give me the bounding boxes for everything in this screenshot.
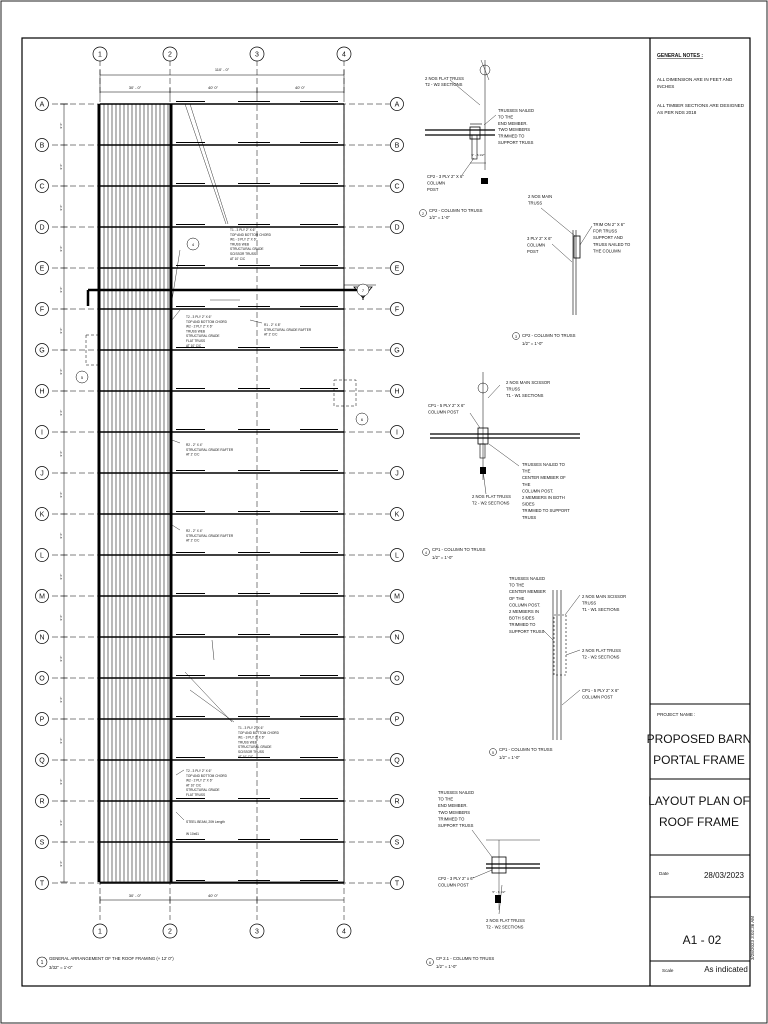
d6-flat-note	[486, 918, 525, 930]
callout-t2-top-line: STRUCTURAL GRADE	[186, 334, 220, 339]
callout-t1-top	[230, 228, 272, 261]
section-tag-c: 6	[360, 417, 364, 422]
d4-scissor-line: 2 NOS MAIN SCISSOR	[506, 380, 551, 385]
column-grid-label: 3	[255, 51, 259, 59]
row-grid-label: S	[39, 839, 45, 847]
callout-t1-top-line: TRUSS WEB	[230, 242, 249, 247]
d2-title: CP2 - COLUMN TO TRUSS	[429, 208, 483, 213]
callout-t1-top-line: SCISSOR TRUSS	[230, 252, 256, 256]
d5-nailed-line: OF THE	[509, 595, 525, 601]
general-note-1a: ALL DIMENSION ARE IN FEET AND	[657, 77, 733, 82]
d2-truss-line: 2 NOS FLAT TRUSS	[425, 76, 464, 81]
detail-cp21	[427, 790, 541, 969]
callout-t1-top-line: T1 - 3 PLY 2" X 6"	[230, 228, 256, 232]
row-grid-label: I	[41, 429, 43, 437]
detail-cp2-top	[420, 60, 535, 220]
d3-title: CP2 - COLUMN TO TRUSS	[522, 333, 576, 338]
d5-title: CP1 - COLUMN TO TRUSS	[499, 747, 553, 752]
row-grid-label: G	[394, 347, 400, 355]
callout-r2a-line: R2 - 2" X 4"	[186, 443, 203, 447]
column-grid-label: 3	[255, 928, 259, 936]
column-grid-label: 4	[342, 51, 346, 59]
d5-column-line: CP1 - 5 PLY 2" X 6"	[582, 688, 619, 693]
d3-main-line: 2 NOS MAIN	[528, 194, 553, 199]
row-spacing-label: 9' 0"	[59, 122, 63, 129]
row-grid-label: T	[39, 880, 45, 888]
row-spacing-label: 9' 0"	[59, 614, 63, 621]
d5-flat-line: 2 NOS FLAT TRUSS	[582, 648, 621, 653]
drawing-title-line-1: LAYOUT PLAN OF	[648, 794, 750, 808]
general-notes-title: GENERAL NOTES :	[657, 53, 704, 59]
detail-cp1-plan	[423, 372, 581, 560]
d6-nailed-line: END MEMBER.	[438, 803, 468, 809]
callout-t2-bot-line: TOP AND BOTTOM CHORD	[186, 773, 227, 778]
callout-t2-bot-line: STRUCTURAL GRADE	[186, 788, 220, 793]
d3-column-note	[527, 236, 552, 254]
callout-t2-bot	[186, 769, 228, 797]
d2-column-line: POST	[427, 186, 439, 192]
general-note-2b: AS PER NDS 2018	[657, 110, 697, 115]
d6-column-note	[438, 876, 475, 888]
d5-nailed-line: COLUMN POST.	[509, 602, 541, 608]
d4-title: CP1 - COLUMN TO TRUSS	[432, 547, 486, 552]
drawing-frame	[22, 38, 750, 986]
grid-bubbles	[36, 47, 404, 938]
row-spacing-label: 9' 0"	[59, 737, 63, 744]
d5-column-note	[582, 688, 619, 700]
callout-t2-top-line: TRUSS WEB	[186, 329, 205, 334]
d4-nailed-line: TRUSS	[522, 514, 537, 520]
callout-t1-bot	[238, 726, 280, 759]
column-grid-label: 2	[168, 928, 172, 936]
d3-trim-line: FOR TRUSS	[593, 228, 618, 234]
callout-t2-bot-line: FLAT TRUSS	[186, 793, 206, 797]
column-grid-label: 2	[168, 51, 172, 59]
row-grid-label: B	[394, 142, 400, 150]
sheet-number: A1 - 02	[682, 933, 722, 947]
callout-t2-bot-line: AT 10' C/C	[186, 783, 202, 788]
roof-framing-plan	[36, 47, 404, 970]
row-spacing-label: 9' 0"	[59, 532, 63, 539]
row-grid-label: H	[394, 388, 400, 396]
row-grid-label: F	[39, 306, 45, 314]
callout-w-size: W 10x61	[186, 832, 200, 836]
d4-scissor-note	[506, 380, 550, 398]
d2-scale: 1/2" = 1'-0"	[429, 215, 450, 220]
column-grid-label: 1	[98, 51, 102, 59]
project-name-line-1: PROPOSED BARN	[646, 732, 752, 746]
d3-main-line: TRUSS	[528, 200, 543, 206]
callout-t1-bot-line: T1 - 3 PLY 2" X 6"	[238, 726, 264, 730]
d3-trim-line: SUPPORT AND	[593, 235, 623, 241]
d2-nailed-note	[498, 108, 534, 145]
row-spacing-label: 9' 0"	[59, 696, 63, 703]
row-grid-label: D	[394, 224, 400, 232]
callout-r2a	[186, 443, 234, 457]
d2-nailed-line: END MEMBER.	[498, 120, 528, 126]
d3-trim-note	[593, 222, 631, 253]
d4-scissor-line: T1 - W1 SECTIONS	[506, 393, 544, 399]
callout-t1-bot-line: SCISSOR TRUSS	[238, 750, 264, 754]
plan-title: GENERAL ARRANGEMENT OF THE ROOF FRAMING (+ 12' 0")	[49, 956, 174, 961]
row-spacing-label: 9' 0"	[59, 778, 63, 785]
row-spacing-label: 9' 0"	[59, 409, 63, 416]
d2-nailed-line: TRIMMED TO	[498, 133, 525, 139]
d2-nailed-line: TO THE	[498, 114, 514, 120]
row-grid-label: G	[39, 347, 45, 355]
section-tag-d: 7	[361, 288, 365, 293]
title-block	[647, 38, 755, 986]
callout-r1-line: STRUCTURAL GRADE RAFTER	[264, 327, 312, 332]
d6-nailed-note	[438, 790, 474, 828]
section-tag-b: 5	[80, 375, 84, 380]
row-grid-label: P	[394, 716, 400, 724]
d6-flat-line: T2 - W2 SECTIONS	[486, 924, 524, 930]
row-grid-label: L	[40, 552, 44, 560]
row-grid-label: I	[396, 429, 398, 437]
d5-scissor-note	[582, 594, 626, 612]
project-name-label: PROJECT NAME :	[657, 712, 696, 717]
row-grid-label: J	[395, 470, 399, 478]
d4-nailed-line: 2 MEMBERS IN BOTH	[522, 495, 565, 500]
callout-r2b-line: R2 - 2" X 4"	[186, 529, 203, 533]
row-grid-label: S	[394, 839, 400, 847]
row-grid-label: N	[394, 634, 400, 642]
d5-nailed-line: BOTH SIDES	[509, 615, 535, 621]
date-value: 28/03/2023	[703, 871, 745, 880]
d3-main-truss-note	[528, 194, 552, 205]
leader-lines	[172, 104, 262, 820]
d6-dimension: 5" - 6 1/2"	[492, 890, 506, 894]
d2-number: 2	[422, 212, 424, 216]
bay-dimension-1: 30' - 0"	[128, 85, 142, 90]
row-spacing-label: 9' 0"	[59, 491, 63, 498]
d4-nailed-line: TRIMMED TO SUPPORT	[522, 508, 570, 514]
row-grid-label: O	[39, 675, 45, 683]
bottom-dimension-1: 30' - 0"	[128, 893, 142, 898]
d4-nailed-line: COLUMN POST.	[522, 488, 554, 494]
row-spacing-label: 9' 0"	[59, 245, 63, 252]
side-date-stamp: 3/28/2023 3:02:36 AM	[750, 915, 755, 960]
callout-t1-top-line: AT 10' C/C	[230, 256, 246, 261]
d4-nailed-line: THE	[522, 481, 531, 487]
d5-scale: 1/2" = 1'-0"	[499, 755, 520, 760]
callout-r2a-line: STRUCTURAL GRADE RAFTER	[186, 447, 234, 452]
row-grid-label: M	[39, 593, 45, 601]
row-grid-label: Q	[394, 757, 400, 765]
row-grid-label: A	[39, 101, 45, 109]
d2-column-line: CP2 - 3 PLY 2" X 6"	[427, 174, 464, 179]
scale-value: As indicated	[704, 965, 748, 974]
callout-t1-bot-line: STRUCTURAL GRADE	[238, 745, 272, 750]
d3-number: 3	[515, 335, 517, 339]
d5-nailed-line: TRIMMED TO	[509, 622, 536, 628]
callout-t2-top-line: AT 10' C/C	[186, 343, 202, 348]
row-spacing-label: 9' 0"	[59, 573, 63, 580]
date-label: Date	[659, 871, 669, 876]
d5-nailed-line: TO THE	[509, 582, 525, 588]
row-grid-label: N	[39, 634, 45, 642]
plan-grid-lines	[52, 60, 390, 920]
d5-nailed-note	[509, 576, 546, 634]
callout-t2-bot-line: T2 - 3 PLY 2" X 6"	[186, 769, 212, 773]
detail-cp1-elevation	[490, 576, 627, 760]
d2-nailed-line: TRUSSES NAILED	[498, 108, 535, 113]
callout-t1-top-line: TOP AND BOTTOM CHORD	[230, 232, 271, 237]
scale-label: Scale	[662, 968, 674, 973]
section-tag-a: 4	[191, 242, 195, 247]
row-grid-label: K	[394, 511, 400, 519]
d2-column-line: COLUMN	[427, 180, 446, 186]
callout-t1-top-line: W1 - 3 PLY 2" X 6"	[230, 237, 257, 242]
d5-nailed-line: TRUSSES NAILED	[509, 576, 546, 581]
d4-flat-line: 2 NOS FLAT TRUSS	[472, 494, 511, 499]
row-grid-label: C	[394, 183, 400, 191]
overall-dimension: 110' - 0"	[214, 67, 230, 72]
callout-t2-top-line: W2 - 2 PLY 2" X 6"	[186, 324, 213, 329]
row-grid-label: D	[39, 224, 45, 232]
callout-r1-line: AT 2' C/C	[264, 332, 278, 337]
d3-trim-line: THE COLUMN	[593, 248, 621, 254]
general-note-1b: INCHES	[657, 84, 675, 89]
row-grid-label: E	[39, 265, 45, 273]
d5-scissor-line: T1 - W1 SECTIONS	[582, 607, 620, 613]
callout-t1-bot-line: TOP AND BOTTOM CHORD	[238, 730, 279, 735]
d2-column-note	[427, 174, 464, 192]
column-grid-label: 1	[98, 928, 102, 936]
d2-nailed-line: TWO MEMBERS	[498, 127, 531, 133]
callout-t1-bot-line: TRUSS WEB	[238, 740, 257, 745]
row-grid-label: E	[394, 265, 400, 273]
row-grid-label: B	[39, 142, 45, 150]
callout-steel-beam: STEEL BEAM, 20ft Length	[186, 820, 225, 824]
rafters	[104, 102, 338, 883]
row-grid-label: M	[394, 593, 400, 601]
d4-nailed-note	[522, 462, 570, 520]
framing-members	[86, 104, 376, 882]
d2-truss-label	[425, 76, 464, 87]
d4-column-line: CP1 - 5 PLY 2" X 6"	[428, 403, 465, 408]
row-grid-label: K	[39, 511, 45, 519]
row-spacing-label: 9' 0"	[59, 655, 63, 662]
d6-column-line: COLUMN POST	[438, 882, 469, 888]
callout-r1	[264, 323, 312, 337]
callout-r2b-line: STRUCTURAL GRADE RAFTER	[186, 533, 234, 538]
d5-column-line: COLUMN POST	[582, 694, 613, 700]
d4-nailed-line: THE	[522, 468, 531, 474]
bottom-dimension-2: 40' 0"	[208, 893, 218, 898]
d2-nailed-line: SUPPORT TRUSS	[498, 140, 534, 145]
row-spacing-label: 9' 0"	[59, 163, 63, 170]
d6-nailed-line: TRIMMED TO	[438, 816, 465, 822]
d6-title: CP 2.1 - COLUMN TO TRUSS	[436, 956, 495, 961]
d5-flat-line: T2 - W2 SECTIONS	[582, 654, 620, 660]
d4-nailed-line: TRUSSES NAILED TO	[522, 462, 565, 467]
d6-flat-line: 2 NOS FLAT TRUSS	[486, 918, 525, 923]
d5-number: 5	[492, 751, 494, 755]
d5-nailed-line: SUPPORT TRUSS	[509, 628, 545, 634]
d6-nailed-line: TWO MEMBERS	[438, 809, 471, 815]
row-grid-label: Q	[39, 757, 45, 765]
d5-scissor-line: TRUSS	[582, 600, 597, 606]
row-grid-label: P	[39, 716, 45, 724]
d3-scale: 1/2" = 1'-0"	[522, 341, 543, 346]
row-spacing-label: 9' 0"	[59, 327, 63, 334]
d6-nailed-line: SUPPORT TRUSS	[438, 823, 474, 828]
callout-t1-bot-line: W1 - 3 PLY 2" X 6"	[238, 735, 265, 740]
callout-t1-top-line: STRUCTURAL GRADE	[230, 247, 264, 252]
d6-nailed-line: TRUSSES NAILED	[438, 790, 475, 795]
row-spacing-label: 9' 0"	[59, 819, 63, 826]
callout-r2b-line: AT 2' C/C	[186, 538, 200, 543]
callout-t2-top-line: TOP AND BOTTOM CHORD	[186, 319, 227, 324]
row-spacing-dimensions	[59, 104, 68, 867]
callout-t2-top	[186, 315, 228, 348]
callout-t1-bot-line: AT 10' C/C	[238, 754, 254, 759]
d5-nailed-line: CENTER MEMBER	[509, 589, 546, 595]
d4-number: 4	[425, 551, 427, 555]
row-grid-label: T	[394, 880, 400, 888]
row-spacing-label: 9' 0"	[59, 860, 63, 867]
d4-scale: 1/2" = 1'-0"	[432, 555, 453, 560]
row-grid-label: R	[394, 798, 400, 806]
d6-number: 6	[429, 961, 431, 965]
plan-title-number: 1	[40, 960, 44, 966]
row-grid-label: C	[39, 183, 45, 191]
drawing-title-line-2: ROOF FRAME	[659, 815, 739, 829]
row-grid-label: O	[394, 675, 400, 683]
row-grid-label: H	[39, 388, 45, 396]
bay-dimension-2: 40' 0"	[208, 85, 218, 90]
row-grid-label: R	[39, 798, 45, 806]
detail-cp2-elevation	[513, 194, 632, 346]
d3-column-line: 3 PLY 2" X 6"	[527, 236, 552, 241]
callout-t2-bot-line: W2 - 2 PLY 2" X 6"	[186, 778, 213, 783]
general-note-2a: ALL TIMBER SECTIONS ARE DESIGNED	[657, 103, 745, 108]
column-grid-label: 4	[342, 928, 346, 936]
d4-nailed-line: CENTER MEMBER OF	[522, 475, 566, 481]
callout-r2a-line: AT 2' C/C	[186, 452, 200, 457]
d5-flat-note	[582, 648, 621, 660]
d6-scale: 1/2" = 1'-0"	[436, 964, 457, 969]
row-spacing-label: 9' 0"	[59, 450, 63, 457]
d4-column-line: COLUMN POST	[428, 409, 459, 415]
callout-t2-top-line: T2 - 3 PLY 2" X 6"	[186, 315, 212, 319]
row-spacing-label: 9' 0"	[59, 286, 63, 293]
row-grid-label: F	[394, 306, 400, 314]
d4-scissor-line: TRUSS	[506, 386, 521, 392]
d3-trim-line: TRUSS NAILED TO	[593, 241, 631, 247]
plan-scale: 3/32" = 1'-0"	[49, 965, 73, 970]
callout-t2-top-line: FLAT TRUSS	[186, 339, 206, 343]
row-grid-label: L	[395, 552, 399, 560]
row-grid-label: J	[40, 470, 44, 478]
d6-column-line: CP2 - 3 PLY 2" x 6"	[438, 876, 475, 881]
d6-nailed-line: TO THE	[438, 796, 454, 802]
row-spacing-label: 9' 0"	[59, 368, 63, 375]
d3-column-line: POST	[527, 248, 539, 254]
d5-scissor-line: 2 NOS MAIN SCISSOR	[582, 594, 627, 599]
d4-nailed-line: SIDES	[522, 501, 535, 507]
d5-nailed-line: 2 MEMBERS IN	[509, 609, 540, 614]
row-grid-label: A	[394, 101, 400, 109]
d3-column-line: COLUMN	[527, 242, 546, 248]
project-name-line-2: PORTAL FRAME	[653, 753, 745, 767]
bay-dimension-3: 40' 0"	[295, 85, 305, 90]
d4-flat-line: T2 - W2 SECTIONS	[472, 500, 510, 506]
callout-r1-line: R1 - 2" X 8"	[264, 323, 281, 327]
d4-flat-note	[472, 494, 511, 506]
d4-column-note	[428, 403, 465, 415]
d3-trim-line: TRIM ON 2" X 6"	[593, 222, 625, 227]
d2-dimension: 5" - 6 1/2"	[471, 153, 485, 157]
d2-truss-line: T2 - W2 SECTIONS	[425, 82, 463, 87]
row-spacing-label: 9' 0"	[59, 204, 63, 211]
callout-r2b	[186, 529, 234, 543]
